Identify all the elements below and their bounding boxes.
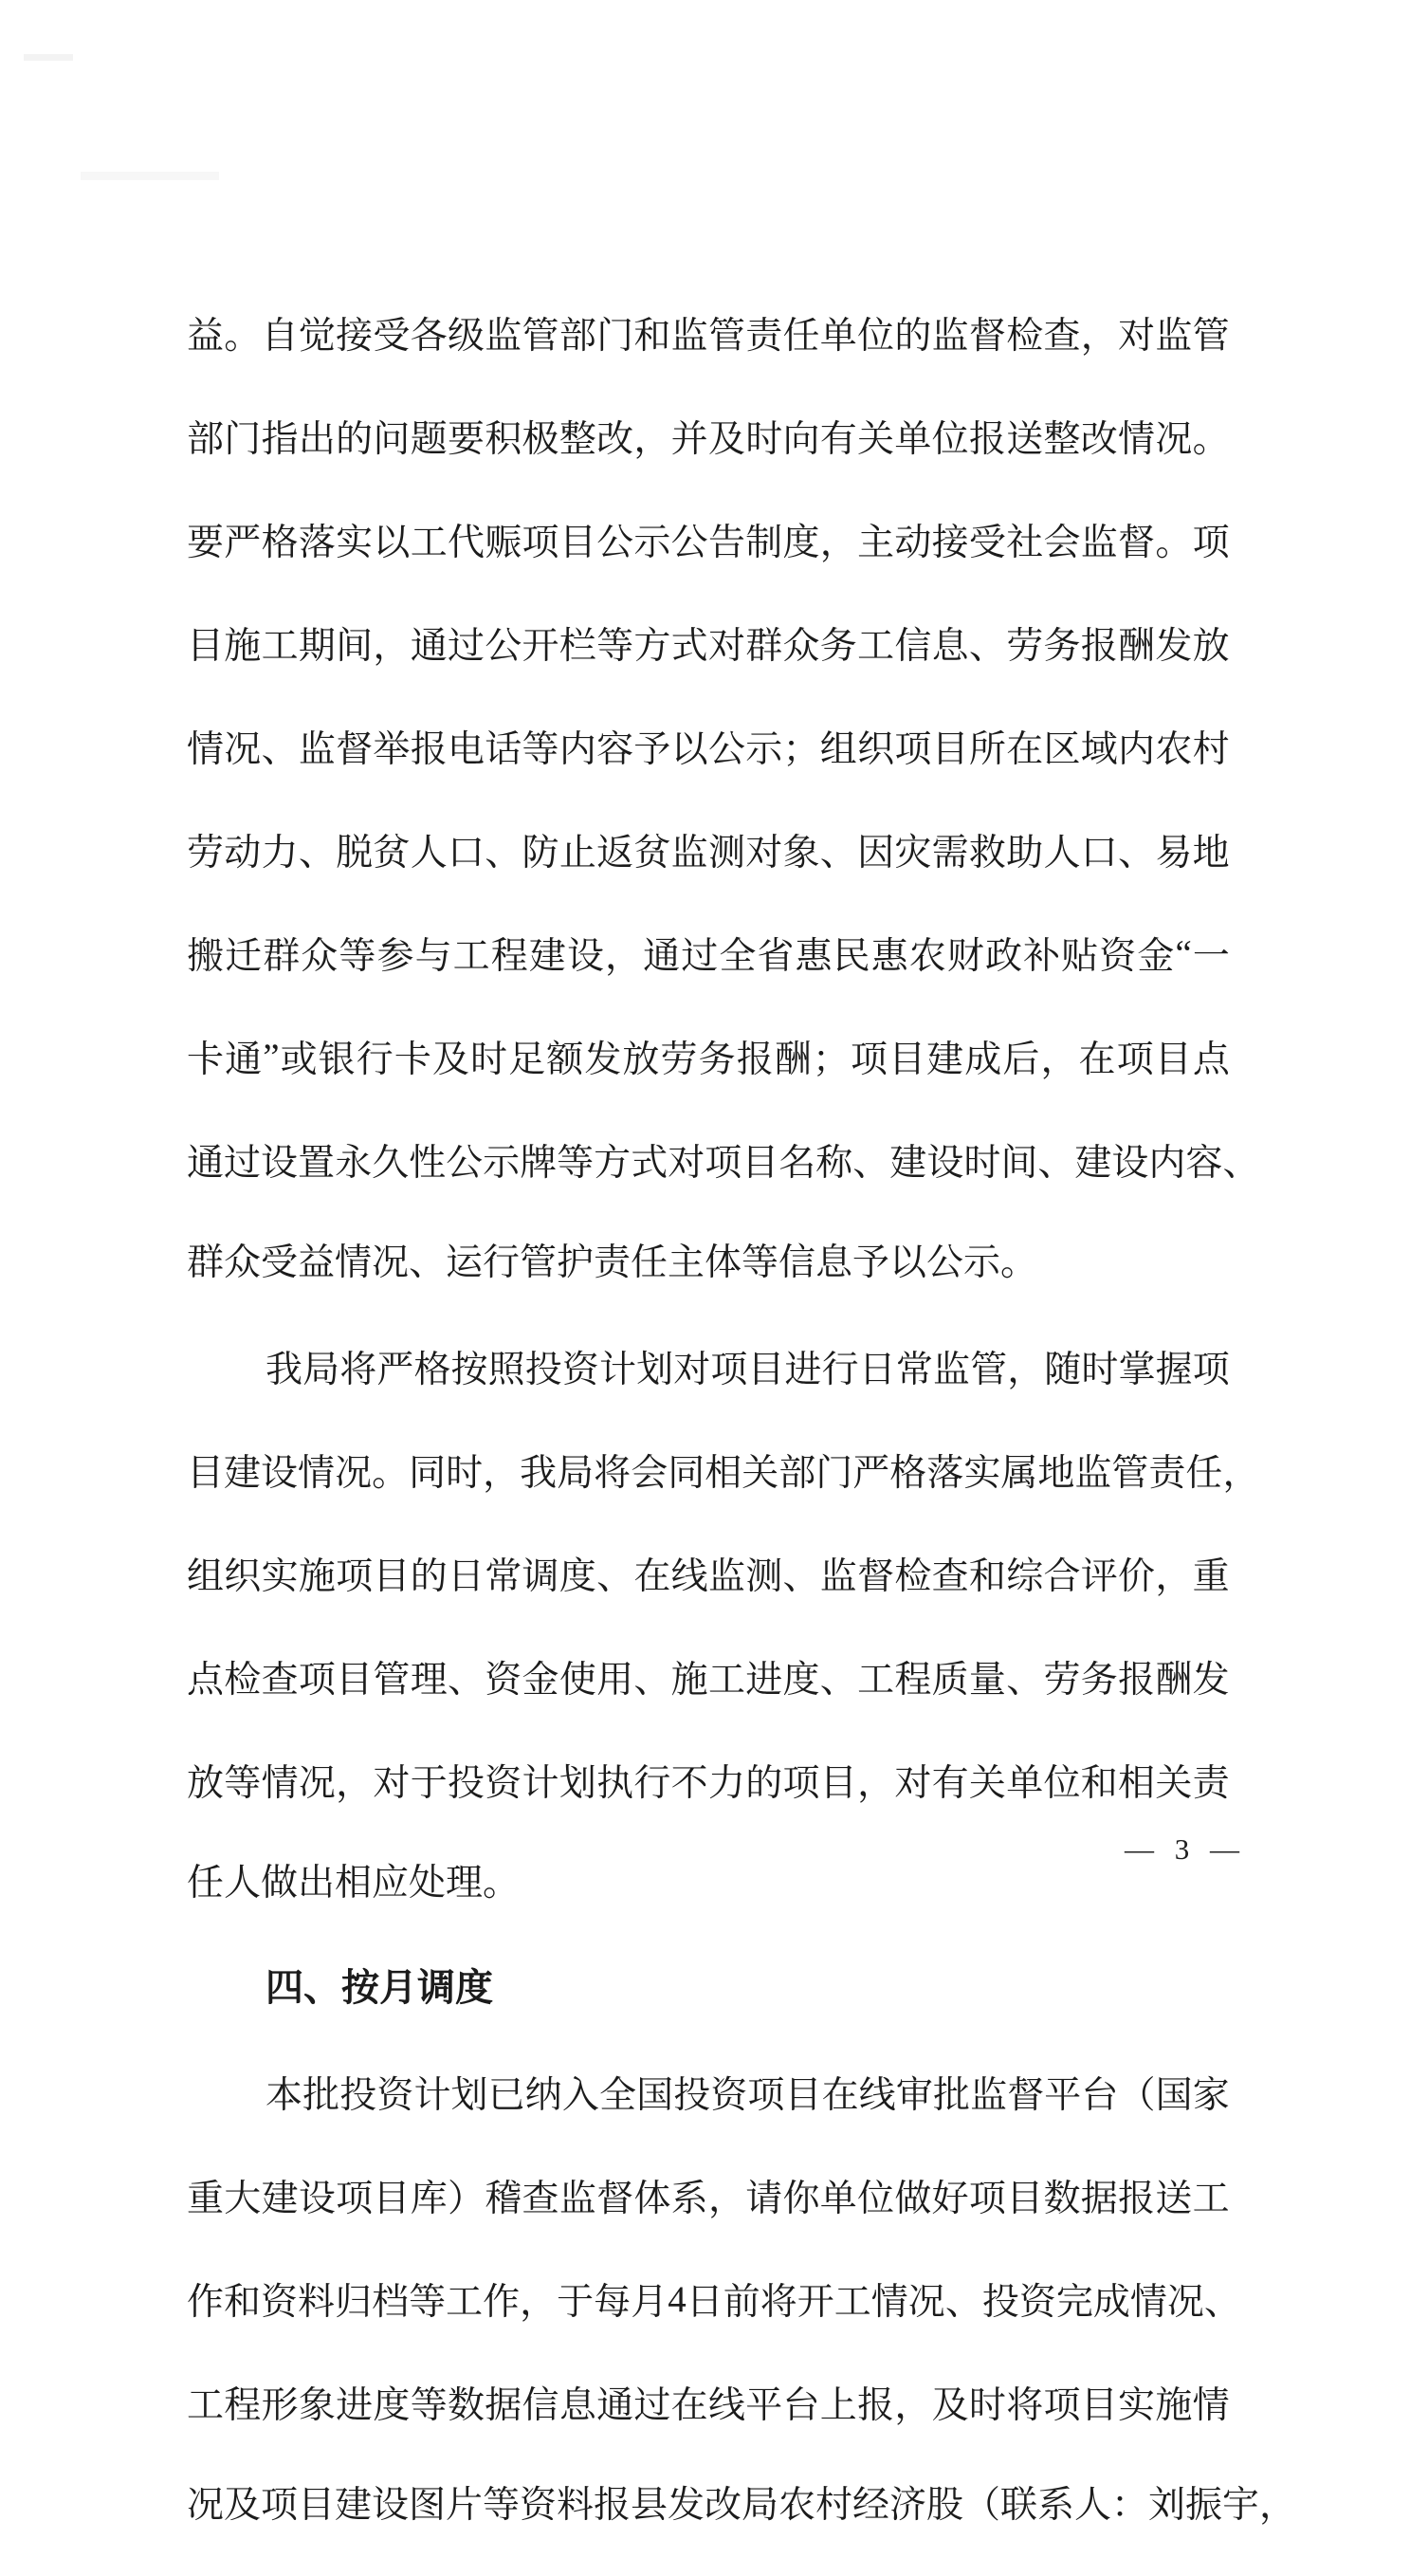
body-line: 任人做出相应处理。 [187,1863,521,1904]
body-line: 点 检 查 项 目 管 理 、 资 金 使 用 、 施 工 进 度 、 工 程 质 量 、 劳 务 报 酬 发 [187,1660,1230,1701]
body-line: 作 和 资 料 归 档 等 工 作 ， 于 每 月 4 日 前 将 开 工 情 况 、 投 资 完 成 情 况 、 [187,2278,1241,2323]
body-line: 组 织 实 施 项 目 的 日 常 调 度 、 在 线 监 测 、 监 督 检 查 和 综 合 评 价 ， 重 [187,1556,1230,1597]
body-line: 目 建 设 情 况 。 同 时 ， 我 局 将 会 同 相 关 部 门 严 格 落 实 属 地 监 管 责 任 ， [187,1453,1260,1494]
scan-artifact [24,54,73,61]
body-line: 通 过 设 置 永 久 性 公 示 牌 等 方 式 对 项 目 名 称 、 建 设 时 间 、 建 设 内 容 、 [187,1143,1260,1184]
body-line: 目 施 工 期 间 ， 通 过 公 开 栏 等 方 式 对 群 众 务 工 信 息 、 劳 务 报 酬 发 放 [187,626,1230,667]
scan-artifact [81,172,219,180]
body-line: 况及项目建设图片等资料报县发改局农村经济股（联系人：刘振宇， [187,2485,1297,2526]
body-line paragraph-start: 我 局 将 严 格 按 照 投 资 计 划 对 项 目 进 行 日 常 监 管 ， 随 时 掌 握 项 [266,1350,1230,1390]
body-line: 卡 通 ” 或 银 行 卡 及 时 足 额 发 放 劳 务 报 酬 ； 项 目 建 成 后 ， 在 项 目 点 [187,1036,1230,1080]
body-line: 劳 动 力 、 脱 贫 人 口 、 防 止 返 贫 监 测 对 象 、 因 灾 需 救 助 人 口 、 易 地 [187,833,1230,874]
body-line: 搬 迁 群 众 等 参 与 工 程 建 设 ， 通 过 全 省 惠 民 惠 农 财 政 补 贴 资 金 “ 一 [187,932,1230,977]
body-line: 部 门 指 出 的 问 题 要 积 极 整 改 ， 并 及 时 向 有 关 单 位 报 送 整 改 情 况 。 [187,419,1230,460]
body-line: 益 。 自 觉 接 受 各 级 监 管 部 门 和 监 管 责 任 单 位 的 监 督 检 查 ， 对 监 管 [187,316,1230,357]
body-line: 重 大 建 设 项 目 库 ） 稽 查 监 督 体 系 ， 请 你 单 位 做 好 项 目 数 据 报 送 工 [187,2179,1230,2219]
body-line: 要 严 格 落 实 以 工 代 赈 项 目 公 示 公 告 制 度 ， 主 动 接 受 社 会 监 督 。 项 [187,523,1230,563]
body-line: 情 况 、 监 督 举 报 电 话 等 内 容 予 以 公 示 ； 组 织 项 目 所 在 区 域 内 农 村 [187,729,1230,770]
body-line paragraph-start: 本 批 投 资 计 划 已 纳 入 全 国 投 资 项 目 在 线 审 批 监 督 平 台 （ 国 家 [266,2075,1230,2116]
body-line: 放 等 情 况 ， 对 于 投 资 计 划 执 行 不 力 的 项 目 ， 对 有 关 单 位 和 相 关 责 [187,1763,1230,1804]
document-body [187,263,1297,2576]
body-line: 群众受益情况、运行管护责任主体等信息予以公示。 [187,1242,1038,1283]
page-number: — 3 — [1125,1832,1246,1866]
body-line: 工 程 形 象 进 度 等 数 据 信 息 通 过 在 线 平 台 上 报 ， 及 时 将 项 目 实 施 情 [187,2385,1230,2426]
section-heading: 四、按月调度 [266,1967,493,2009]
